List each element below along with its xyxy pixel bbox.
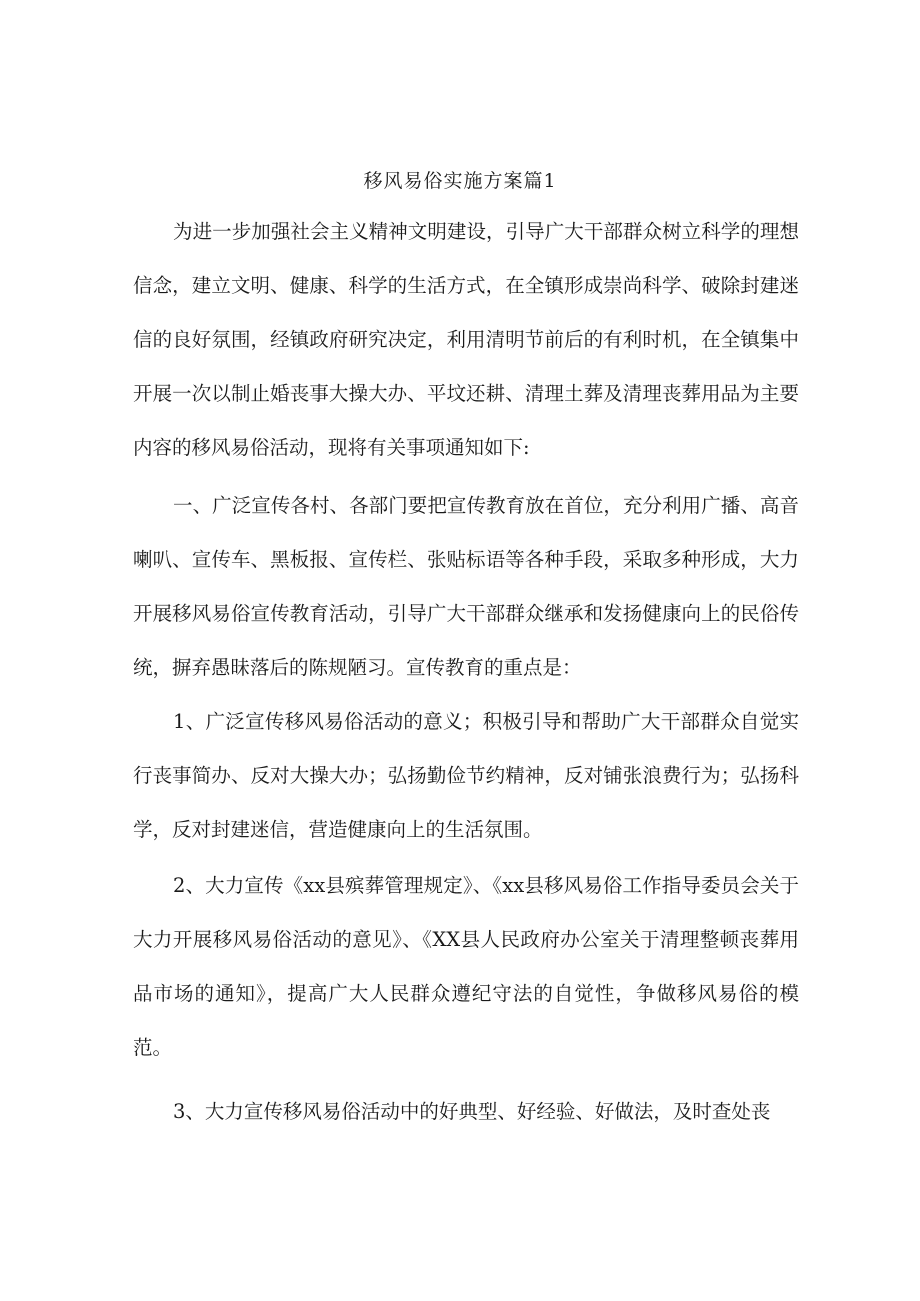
paragraph-item-2: 2、大力宣传《xx县殡葬管理规定》、《xx县移风易俗工作指导委员会关于大力开展移风易俗活动的意见》、《XX县人民政府办公室关于清理整顿丧葬用品市场的通知》，提高广大人民群众遵纪守法的自觉性，争做移风易俗的模范。 (133, 874, 799, 1059)
paragraph-intro: 为进一步加强社会主义精神文明建设，引导广大干部群众树立科学的理想信念，建立文明、健康、科学的生活方式，在全镇形成崇尚科学、破除封建迷信的良好氛围，经镇政府研究决定，利用清明节前后的有利时机，在全镇集中开展一次以制止婚丧事大操大办、平坟还耕、清理土葬及清理丧葬用品为主要内容的移风易俗活动，现将有关事项通知如下: (133, 220, 799, 459)
paragraph-section-one: 一、广泛宣传各村、各部门要把宣传教育放在首位，充分利用广播、高音喇叭、宣传车、黑板报、宣传栏、张贴标语等各种手段，采取多种形成，大力开展移风易俗宣传教育活动，引导广大干部群众继承和发扬健康向上的民俗传统，摒弃愚昧落后的陈规陋习。宣传教育的重点是： (133, 494, 799, 679)
paragraph-item-3: 3、大力宣传移风易俗活动中的好典型、好经验、好做法，及时查处丧 (173, 1100, 771, 1123)
document-title: 移风易俗实施方案篇1 (363, 170, 557, 192)
paragraph-item-1: 1、广泛宣传移风易俗活动的意义；积极引导和帮助广大干部群众自觉实行丧事简办、反对大操大办；弘扬勤俭节约精神，反对铺张浪费行为；弘扬科学，反对封建迷信，营造健康向上的生活氛围。 (133, 710, 799, 841)
